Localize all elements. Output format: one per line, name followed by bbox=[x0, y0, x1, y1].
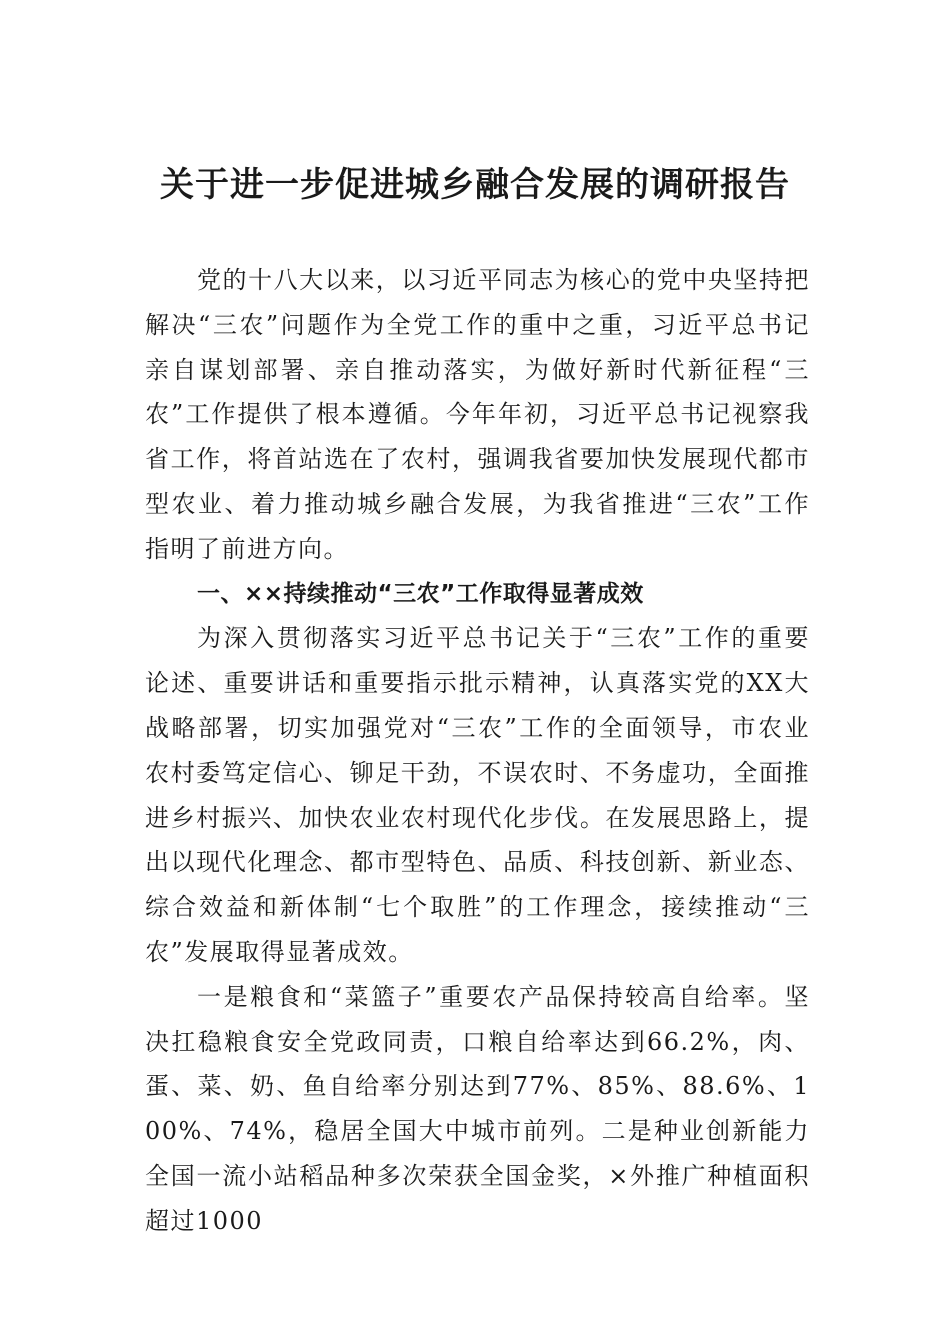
document-body bbox=[145, 258, 810, 1244]
paragraph-intro: 党的十八大以来，以习近平同志为核心的党中央坚持把解决“三农”问题作为全党工作的重中之重，习近平总书记亲自谋划部署、亲自推动落实，为做好新时代新征程“三农”工作提供了根本遵循。今年年初，习近平总书记视察我省工作，将首站选在了农村，强调我省要加快发展现代都市型农业、着力推动城乡融合发展，为我省推进“三农”工作指明了前进方向。 bbox=[145, 266, 810, 563]
section-heading-1: 一、××持续推动“三农”工作取得显著成效 bbox=[197, 580, 644, 607]
paragraph-section-1-2: 一是粮食和“菜篮子”重要农产品保持较高自给率。坚决扛稳粮食安全党政同责，口粮自给率达到66.2%，肉、蛋、菜、奶、鱼自给率分别达到77%、85%、88.6%、100%、74%，稳居全国大中城市前列。二是种业创新能力全国一流小站稻品种多次荣获全国金奖，×外推广种植面积超过1000 bbox=[145, 982, 810, 1235]
paragraph-section-1-1: 为深入贯彻落实习近平总书记关于“三农”工作的重要论述、重要讲话和重要指示批示精神，认真落实党的XX大战略部署，切实加强党对“三农”工作的全面领导，市农业农村委笃定信心、铆足干劲，不误农时、不务虚功，全面推进乡村振兴、加快农业农村现代化步伐。在发展思路上，提出以现代化理念、都市型特色、品质、科技创新、新业态、综合效益和新体制“七个取胜”的工作理念，接续推动“三农”发展取得显著成效。 bbox=[145, 624, 810, 966]
document-title: 关于进一步促进城乡融合发展的调研报告 bbox=[160, 165, 790, 205]
